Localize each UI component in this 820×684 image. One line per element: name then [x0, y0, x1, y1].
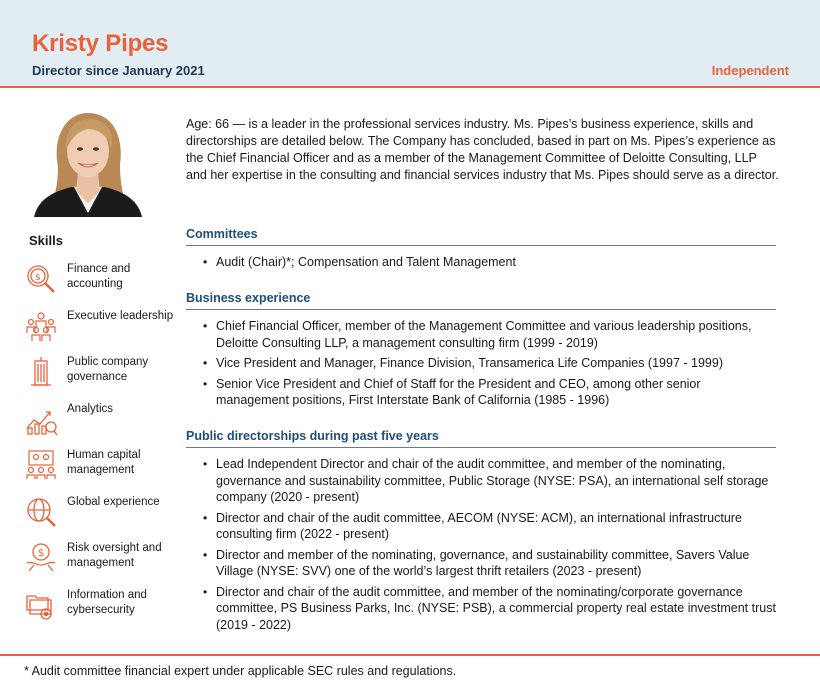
independence-status: Independent [711, 63, 789, 78]
globe-icon [24, 495, 58, 529]
list-item: • Senior Vice President and Chief of Staff for the President and CEO, among other senior management positions, First Interstate Bank of California (1985 - 1996) [186, 376, 776, 409]
footnote: * Audit committee financial expert under applicable SEC rules and regulations. [24, 664, 457, 678]
analytics-icon [24, 402, 58, 436]
human-capital-icon [24, 448, 58, 482]
skills-list [24, 262, 174, 634]
skill-label: Human capital management [67, 449, 141, 476]
skill-item [24, 402, 174, 449]
skill-label: Executive leadership [67, 309, 174, 322]
skill-label: Finance and accounting [67, 263, 131, 290]
svg-text:$: $ [37, 548, 45, 559]
finance-icon [24, 262, 58, 296]
public-directorships-heading: Public directorships during past five years [186, 429, 776, 448]
public-directorships-section [186, 429, 776, 637]
committees-list [186, 254, 776, 271]
director-bio: Age: 66 — is a leader in the professional services industry. Ms. Pipes’s business experience, skills and directorships are detailed below. The Company has concluded, based in part on Ms. Pipes’s experience as the Chief Financial Officer and as a member of the Management Committee of Deloitte Consulting, LLP and her expertise in the consulting and financial services industry that Ms. Pipes should serve as a director. [186, 117, 779, 182]
skill-label: Analytics [67, 402, 114, 415]
profile-header [0, 0, 820, 88]
svg-text:$: $ [35, 273, 41, 283]
business-experience-section [186, 291, 776, 413]
risk-icon [24, 541, 58, 575]
skill-item [24, 495, 174, 542]
skill-label: Information and cybersecurity [67, 588, 147, 616]
skill-label: Risk oversight and management [67, 542, 162, 569]
skill-label: Public company governance [67, 356, 149, 383]
list-item: • Director and chair of the audit committee, and member of the nominating/corporate governance committee, PS Business Parks, Inc. (NYSE: PSB), a commercial property real estate investment trust (2019 - 2022) [186, 584, 776, 634]
business-experience-list [186, 318, 776, 409]
skills-heading: Skills [29, 233, 63, 248]
leadership-icon [24, 309, 58, 343]
footer-divider [0, 654, 820, 656]
list-item: • Audit (Chair)*; Compensation and Talent Management [186, 254, 776, 271]
list-item: • Director and chair of the audit committee, AECOM (NYSE: ACM), an international infrastructure consulting firm (2022 - present) [186, 510, 776, 543]
skill-item [24, 355, 174, 402]
skill-item [24, 448, 174, 495]
list-item: • Lead Independent Director and chair of the audit committee, and member of the nominating, governance and sustainability committee, Public Storage (NYSE: PSA), an international self storage company (2020 - present) [186, 456, 776, 506]
skill-label: Global experience [67, 495, 160, 508]
skill-item [24, 309, 174, 356]
committees-heading: Committees [186, 227, 776, 246]
director-since: Director since January 2021 [32, 63, 205, 78]
list-item: • Director and member of the nominating, governance, and sustainability committee, Savers Value Village (NYSE: SVV) one of the world’s largest thrift retailers (2023 - present) [186, 547, 776, 580]
skill-item [24, 588, 174, 635]
skill-item [24, 262, 174, 309]
list-item: • Chief Financial Officer, member of the Management Committee and various leadership positions, Deloitte Consulting LLP, a management consulting firm (1999 - 2019) [186, 318, 776, 351]
public-directorships-list [186, 456, 776, 633]
list-item: • Vice President and Manager, Finance Division, Transamerica Life Companies (1997 - 1999) [186, 355, 776, 372]
director-name: Kristy Pipes [32, 30, 169, 57]
business-experience-heading: Business experience [186, 291, 776, 310]
governance-icon [24, 355, 58, 389]
director-portrait [28, 107, 148, 217]
committees-section [186, 227, 776, 275]
skill-item [24, 541, 174, 588]
cybersecurity-icon [24, 588, 58, 622]
